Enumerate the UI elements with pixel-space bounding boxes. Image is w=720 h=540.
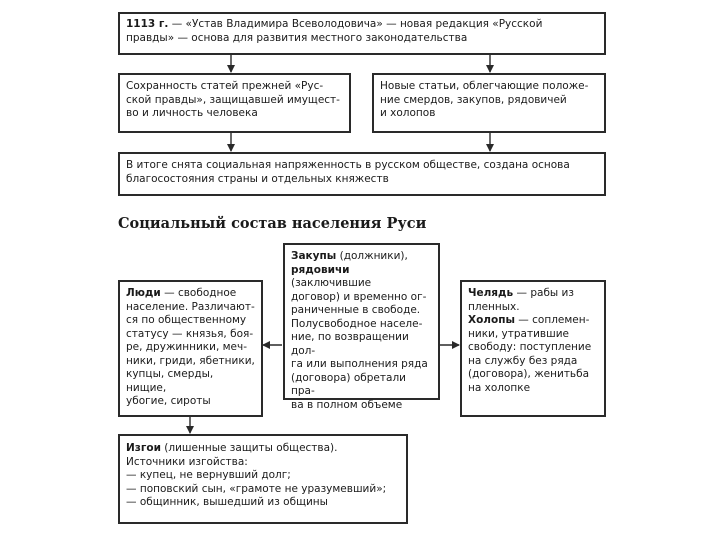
result-box-text: В итоге снята социальная напряженность в русском обществе, создана основа благосостояния страны и отдельных княжеств bbox=[126, 159, 570, 185]
zakupy-box-term2: рядовичи bbox=[291, 263, 350, 276]
zakupy-box-text2: (заключившие договор) и временно ог- раниченные в свободе. Полусвободное населе- ние, по возвращении дол- га или выполнения ряда (договора) обретали пра- ва в полном объеме bbox=[291, 277, 428, 411]
left-box-text: Сохранность статей прежней «Рус- ской правды», защищавшей имущест- во и личность человека bbox=[126, 80, 340, 119]
people-box-text: — свободное население. Различают- ся по общественному статусу — князья, боя- ре, дружинники, меч- ники, гриди, ябетники, купцы, смерды, нищие, убогие, сироты bbox=[126, 287, 255, 407]
people-box-term: Люди bbox=[126, 287, 161, 299]
people-box bbox=[118, 280, 263, 417]
chelyad-box-term2: Холопы bbox=[468, 314, 515, 326]
izgoi-box bbox=[118, 434, 408, 524]
top-box bbox=[118, 12, 606, 55]
result-box bbox=[118, 152, 606, 196]
top-box-year: 1113 г. bbox=[126, 18, 169, 30]
right-box-text: Новые статьи, облегчающие положе- ние смердов, закупов, рядовичей и холопов bbox=[380, 80, 589, 119]
izgoi-box-term: Изгои bbox=[126, 442, 161, 454]
zakupy-box-text1: (должники), bbox=[339, 250, 408, 262]
top-box-text: — «Устав Владимира Всеволодовича» — новая редакция «Русской правды» — основа для развития местного законодательства bbox=[126, 18, 543, 44]
chelyad-box-text1: — рабы из пленных. bbox=[468, 287, 574, 313]
chelyad-box-term1: Челядь bbox=[468, 287, 514, 299]
chelyad-box bbox=[460, 280, 606, 417]
zakupy-box-term1: Закупы bbox=[291, 250, 337, 262]
right-box bbox=[372, 73, 606, 133]
zakupy-box bbox=[283, 243, 440, 411]
left-box bbox=[118, 73, 351, 133]
section-title: Социальный состав населения Руси bbox=[118, 215, 427, 232]
izgoi-box-text: (лишенные защиты общества). Источники изгойства: — купец, не вернувший долг; — поповский сын, «грамоте не уразумевший»; — общинник, вышедший из общины bbox=[126, 442, 387, 508]
chelyad-box-text2: — соплемен- ники, утратившие свободу: поступление на службу без ряда (договора), женитьба на холопке bbox=[468, 314, 592, 394]
